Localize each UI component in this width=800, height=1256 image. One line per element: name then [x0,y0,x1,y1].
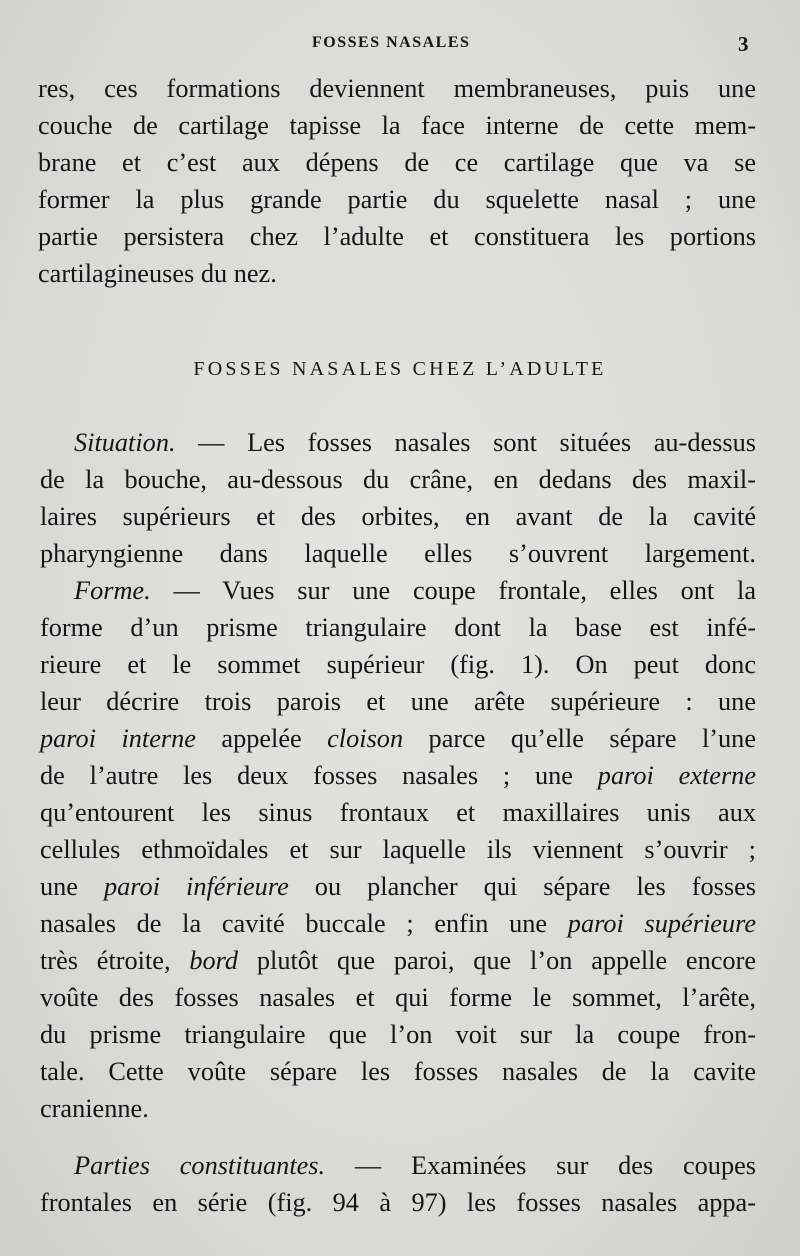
text-line [40,720,756,757]
paragraph-parties [40,1147,756,1221]
text-run: parce qu’elle sépare l’une [403,724,756,753]
term-paroi-interne: paroi interne [40,724,196,753]
intro-paragraph [38,70,756,292]
paragraph-forme-line [40,572,756,609]
text-run: très étroite, [40,946,190,975]
running-header [0,34,800,58]
text-line: tale. Cette voûte sépare les fosses nasales de la cavite [40,1057,756,1086]
text-run: plutôt que paroi, que l’on appelle encore [238,946,757,975]
text-run: — Examinées sur des coupes [325,1151,756,1180]
text-line: cartilagineuses du nez. [38,259,277,288]
text-line: cranienne. [40,1094,149,1123]
text-line: qu’entourent les sinus frontaux et maxillaires unis aux [40,798,756,827]
text-line: pharyngienne dans laquelle elles s’ouvrent largement. [40,539,756,568]
paragraph-parties-line [40,1147,756,1184]
text-run: nasales de la cavité buccale ; enfin une [40,909,568,938]
text-run: appelée [195,724,328,753]
text-line: res, ces formations deviennent membraneuses, puis une [38,74,756,103]
page-number: 3 [738,32,749,56]
text-line [40,905,756,942]
text-line: couche de cartilage tapisse la face interne de cette mem- [38,111,756,140]
text-line: former la plus grande partie du squelette nasal ; une [38,185,756,214]
body-paragraphs [40,424,756,1127]
text-run: — Vues sur une coupe frontale, elles ont la [150,576,756,605]
term-paroi-externe: paroi externe [597,761,756,790]
term-cloison: cloison [327,724,404,753]
text-line: voûte des fosses nasales et qui forme le sommet, l’arête, [40,983,756,1012]
section-heading: FOSSES NASALES CHEZ L’ADULTE [193,358,607,380]
term-parties-constituantes: Parties constituantes. [74,1151,326,1180]
text-line [40,757,756,794]
term-paroi-superieure: paroi supérieure [567,909,757,938]
text-line: de la bouche, au-dessous du crâne, en dedans des maxil- [40,465,756,494]
text-line: rieure et le sommet supérieur (fig. 1). On peut donc [40,650,756,679]
term-forme: Forme. [74,576,151,605]
text-run: de l’autre les deux fosses nasales ; une [40,761,598,790]
term-situation: Situation. [74,428,176,457]
text-line: partie persistera chez l’adulte et constituera les portions [38,222,756,251]
text-line: laires supérieurs et des orbites, en avant de la cavité [40,502,756,531]
text-run: une [40,872,104,901]
running-title: FOSSES NASALES [312,34,471,51]
text-line: du prisme triangulaire que l’on voit sur la coupe fron- [40,1020,756,1049]
text-line [40,868,756,905]
term-bord: bord [189,946,239,975]
paragraph-situation-line [40,424,756,461]
text-line: frontales en série (fig. 94 à 97) les fosses nasales appa- [40,1188,756,1217]
text-run: ou plancher qui sépare les fosses [288,872,756,901]
text-line: leur décrire trois parois et une arête supérieure : une [40,687,756,716]
text-line [40,942,756,979]
text-line: brane et c’est aux dépens de ce cartilage que va se [38,148,756,177]
text-line: forme d’un prisme triangulaire dont la base est infé- [40,613,756,642]
term-paroi-inferieure: paroi inférieure [104,872,289,901]
text-run: — Les fosses nasales sont situées au-dessus [175,428,756,457]
text-line: cellules ethmoïdales et sur laquelle ils viennent s’ouvrir ; [40,835,756,864]
